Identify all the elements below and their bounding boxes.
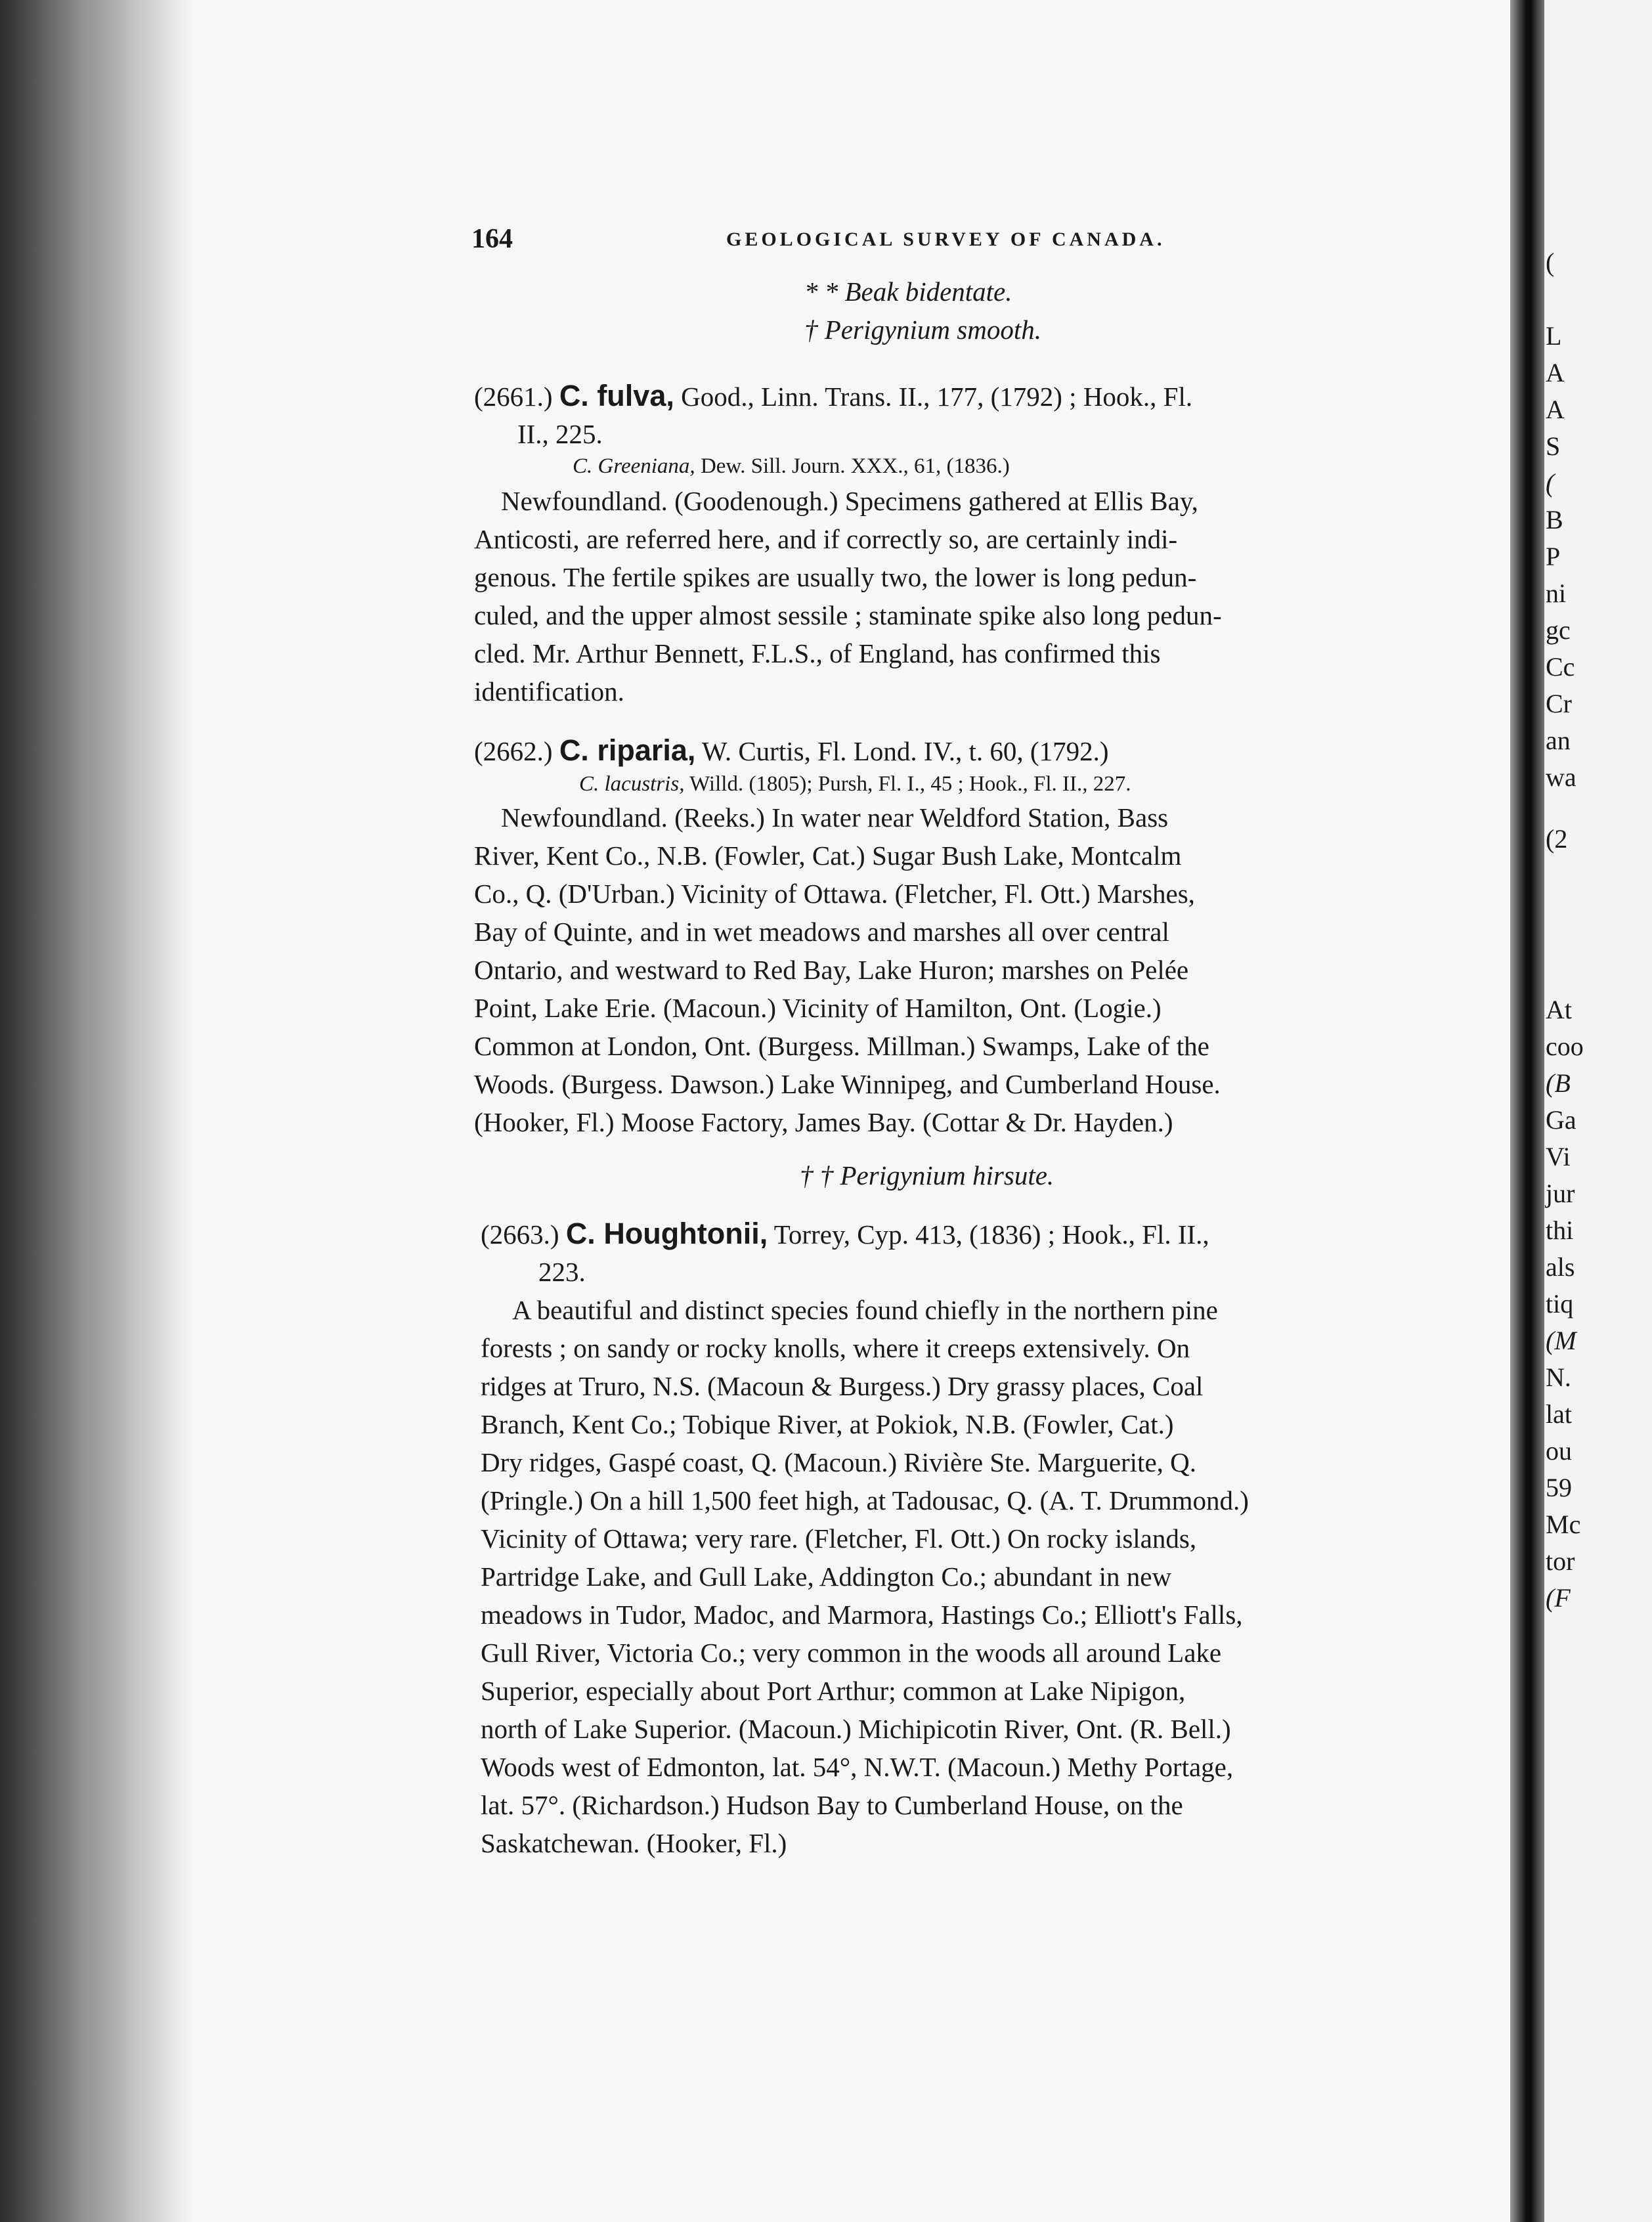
edge-fragment: (B — [1546, 1068, 1571, 1098]
edge-fragment: ou — [1546, 1436, 1572, 1466]
entry-2661-line-5: cled. Mr. Arthur Bennett, F.L.S., of England, has confirmed this — [474, 638, 1161, 668]
edge-fragment: At — [1546, 995, 1572, 1024]
edge-fragment: B — [1546, 505, 1563, 534]
entry-number: (2662.) — [474, 736, 553, 766]
edge-fragment: tiq — [1546, 1289, 1574, 1318]
edge-fragment: Cr — [1546, 689, 1572, 718]
entry-2661-line-3: genous. The fertile spikes are usually two, the lower is long pedun- — [474, 562, 1197, 592]
entry-2663-line-15: Saskatchewan. (Hooker, Fl.) — [481, 1828, 787, 1858]
subhead-perigynium-smooth: † Perigynium smooth. — [804, 315, 1041, 345]
edge-fragment: (F — [1546, 1583, 1571, 1613]
entry-2663-line-11: Superior, especially about Port Arthur; common at Lake Nipigon, — [481, 1676, 1186, 1706]
entry-2663-line-9: meadows in Tudor, Madoc, and Marmora, Hastings Co.; Elliott's Falls, — [481, 1600, 1243, 1630]
entry-2662-line-9: (Hooker, Fl.) Moose Factory, James Bay. (Cottar & Dr. Hayden.) — [474, 1107, 1173, 1137]
page-number: 164 — [471, 224, 513, 254]
entry-2661-line-2: Anticosti, are referred here, and if correctly so, are certainly indi- — [474, 524, 1178, 554]
edge-fragment: als — [1546, 1252, 1575, 1282]
edge-fragment: lat — [1546, 1399, 1572, 1429]
entry-2662-synonym — [579, 772, 1131, 796]
entry-2661-citation-cont: II., 225. — [517, 419, 603, 449]
edge-fragment: P — [1546, 542, 1561, 571]
edge-fragment: S — [1546, 431, 1561, 461]
species-name: C. fulva, — [559, 379, 674, 412]
entry-2663-line-13: Woods west of Edmonton, lat. 54°, N.W.T. (Macoun.) Methy Portage, — [481, 1752, 1234, 1782]
edge-fragment: tor — [1546, 1546, 1575, 1576]
edge-fragment: ( — [1546, 468, 1555, 498]
entry-2663-line-2: forests ; on sandy or rocky knolls, where it creeps extensively. On — [481, 1333, 1190, 1363]
entry-2663-line-14: lat. 57°. (Richardson.) Hudson Bay to Cumberland House, on the — [481, 1790, 1183, 1820]
synonym-name: C. Greeniana, — [573, 454, 695, 478]
edge-fragment: Cc — [1546, 652, 1575, 682]
entry-2663-line-10: Gull River, Victoria Co.; very common in the woods all around Lake — [481, 1638, 1222, 1668]
entry-2663-line-6: (Pringle.) On a hill 1,500 feet high, at Tadousac, Q. (A. T. Drummond.) — [481, 1485, 1249, 1515]
entry-2663-line-8: Partridge Lake, and Gull Lake, Addington Co.; abundant in new — [481, 1561, 1172, 1592]
citation: Torrey, Cyp. 413, (1836) ; Hook., Fl. II., — [773, 1219, 1209, 1250]
subhead-beak-bidentate: * * Beak bidentate. — [804, 276, 1012, 307]
entry-2662-line-6: Point, Lake Erie. (Macoun.) Vicinity of Hamilton, Ont. (Logie.) — [474, 993, 1162, 1023]
edge-fragment: ni — [1546, 578, 1567, 608]
edge-fragment: Ga — [1546, 1105, 1576, 1135]
entry-2662-heading — [474, 731, 1109, 770]
edge-fragment: ( — [1546, 248, 1555, 277]
running-head: GEOLOGICAL SURVEY OF CANADA. — [726, 229, 1165, 250]
edge-fragment: 59 — [1546, 1473, 1572, 1502]
edge-fragment: Mc — [1546, 1510, 1581, 1539]
entry-2662-line-5: Ontario, and westward to Red Bay, Lake Huron; marshes on Pelée — [474, 955, 1189, 985]
synonym-name: C. lacustris, — [579, 772, 685, 796]
entry-2662-line-8: Woods. (Burgess. Dawson.) Lake Winnipeg, and Cumberland House. — [474, 1069, 1221, 1099]
entry-2661-line-1: Newfoundland. (Goodenough.) Specimens gathered at Ellis Bay, — [501, 486, 1198, 516]
edge-fragment: jur — [1546, 1179, 1575, 1208]
edge-fragment: gc — [1546, 615, 1571, 645]
edge-fragment: wa — [1546, 762, 1576, 792]
edge-fragment: Vi — [1546, 1142, 1571, 1171]
citation: Good., Linn. Trans. II., 177, (1792) ; Hook., Fl. — [681, 381, 1193, 412]
entry-2663-line-5: Dry ridges, Gaspé coast, Q. (Macoun.) Rivière Ste. Marguerite, Q. — [481, 1447, 1197, 1477]
page-header — [471, 223, 1167, 260]
scan-shadow-left — [0, 0, 190, 2222]
edge-fragment: N. — [1546, 1362, 1571, 1392]
edge-fragment: an — [1546, 726, 1571, 755]
book-gutter — [1510, 0, 1544, 2222]
entry-2661-synonym — [573, 454, 1010, 479]
edge-fragment: L — [1546, 321, 1562, 351]
edge-fragment: coo — [1546, 1032, 1584, 1061]
entry-2663-line-4: Branch, Kent Co.; Tobique River, at Pokiok, N.B. (Fowler, Cat.) — [481, 1409, 1174, 1439]
entry-2661-line-4: culed, and the upper almost sessile ; staminate spike also long pedun- — [474, 600, 1222, 630]
entry-2663-line-12: north of Lake Superior. (Macoun.) Michipicotin River, Ont. (R. Bell.) — [481, 1714, 1231, 1744]
synonym-ref: Dew. Sill. Journ. XXX., 61, (1836.) — [700, 454, 1010, 478]
citation: W. Curtis, Fl. Lond. IV., t. 60, (1792.) — [701, 736, 1109, 766]
synonym-ref: Willd. (1805); Pursh, Fl. I., 45 ; Hook., Fl. II., 227. — [689, 772, 1131, 796]
edge-fragment: (2 — [1546, 824, 1568, 854]
entry-2663-line-1: A beautiful and distinct species found chiefly in the northern pine — [512, 1295, 1218, 1325]
edge-fragment: A — [1546, 395, 1565, 424]
entry-2663-citation-cont: 223. — [538, 1257, 586, 1287]
entry-2661-heading — [474, 377, 1192, 416]
entry-2663-heading — [481, 1215, 1209, 1253]
entry-2662-line-2: River, Kent Co., N.B. (Fowler, Cat.) Sugar Bush Lake, Montcalm — [474, 840, 1182, 871]
entry-number: (2663.) — [481, 1219, 559, 1250]
adjacent-page-strip — [1544, 0, 1652, 2222]
entry-2662-line-3: Co., Q. (D'Urban.) Vicinity of Ottawa. (Fletcher, Fl. Ott.) Marshes, — [474, 879, 1195, 909]
entry-2662-line-1: Newfoundland. (Reeks.) In water near Weldford Station, Bass — [501, 802, 1169, 833]
species-name: C. riparia, — [559, 733, 696, 767]
entry-2663-line-3: ridges at Truro, N.S. (Macoun & Burgess.) Dry grassy places, Coal — [481, 1371, 1204, 1401]
entry-2662-line-7: Common at London, Ont. (Burgess. Millman.) Swamps, Lake of the — [474, 1031, 1209, 1061]
species-name: C. Houghtonii, — [565, 1217, 768, 1250]
edge-fragment: (M — [1546, 1326, 1576, 1355]
entry-2661-line-6: identification. — [474, 676, 624, 707]
edge-fragment: thi — [1546, 1215, 1574, 1245]
entry-2662-line-4: Bay of Quinte, and in wet meadows and marshes all over central — [474, 917, 1169, 947]
entry-number: (2661.) — [474, 381, 553, 412]
subhead-perigynium-hirsute: † † Perigynium hirsute. — [800, 1160, 1054, 1190]
entry-2663-line-7: Vicinity of Ottawa; very rare. (Fletcher, Fl. Ott.) On rocky islands, — [481, 1523, 1197, 1554]
edge-fragment: A — [1546, 358, 1565, 387]
